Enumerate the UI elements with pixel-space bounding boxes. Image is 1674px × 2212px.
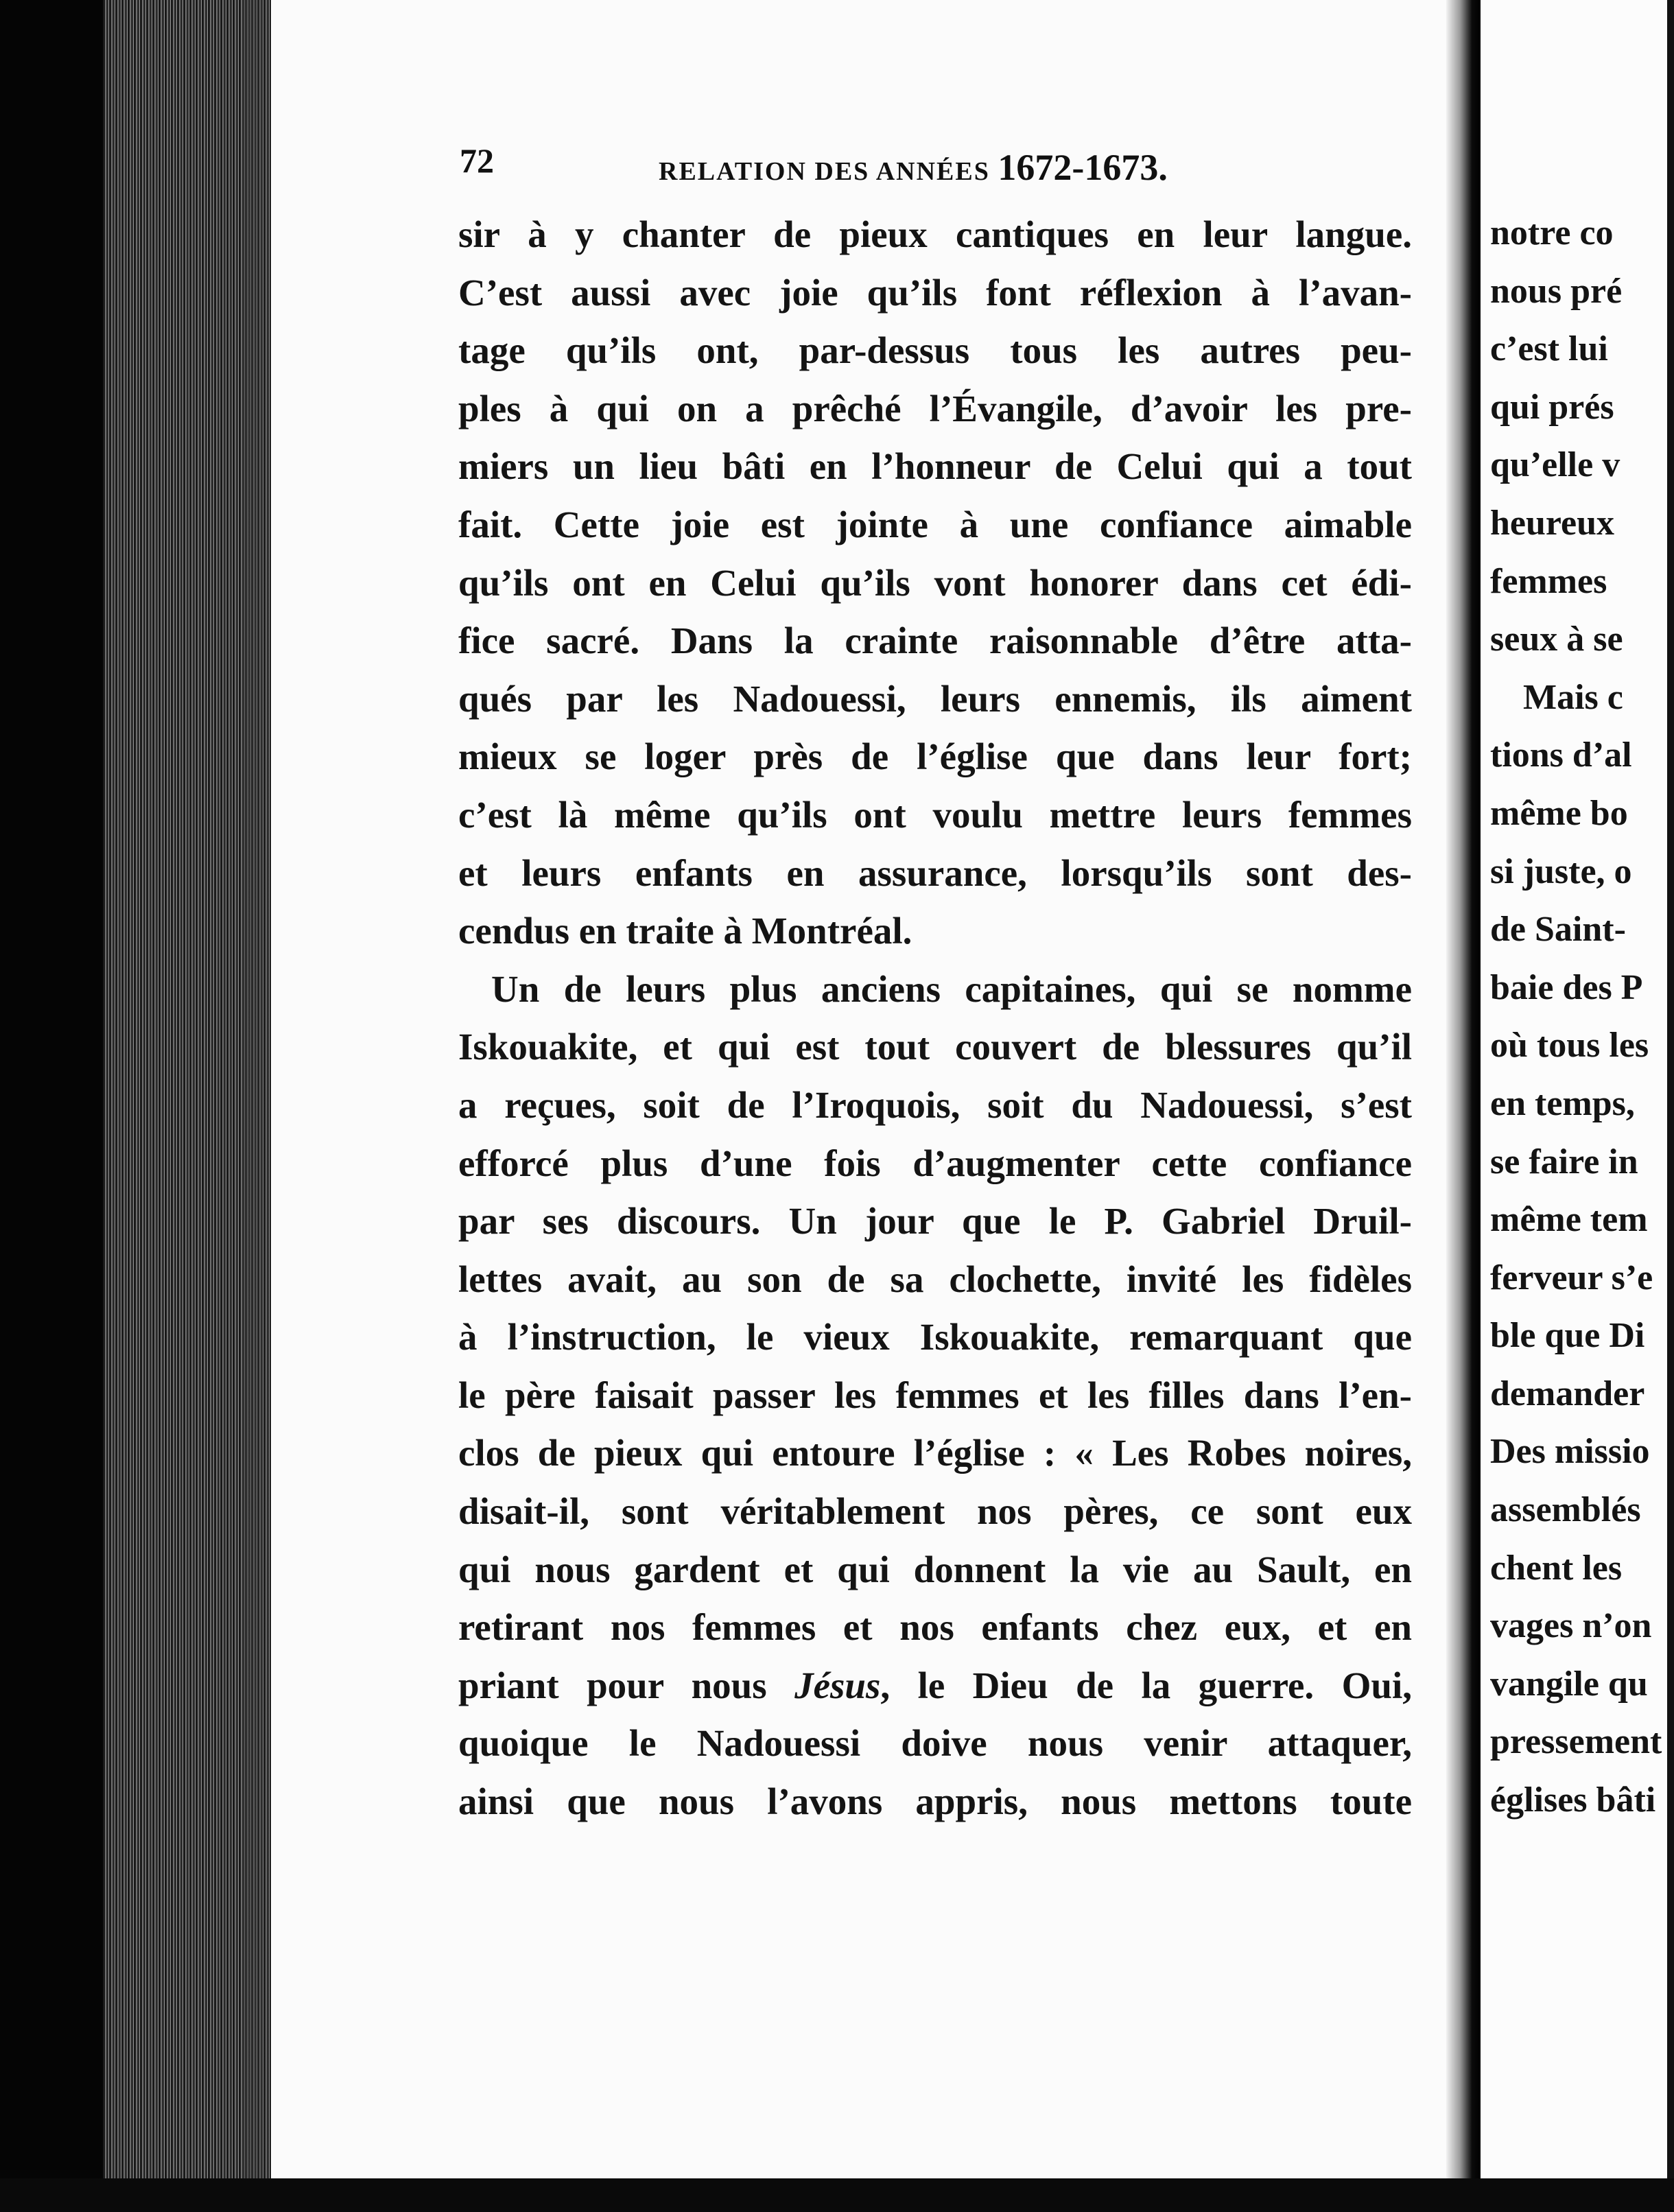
running-title xyxy=(659,146,1168,189)
text-line: lettes avait, au son de sa clochette, invité les fidèles xyxy=(458,1258,1412,1300)
page-header xyxy=(460,141,1413,189)
text-line: le père faisait passer les femmes et les filles dans l’en- xyxy=(458,1374,1412,1416)
text-line: retirant nos femmes et nos enfants chez eux, et en xyxy=(458,1606,1412,1649)
facing-text-line: ferveur s’e xyxy=(1490,1258,1653,1297)
scanner-background xyxy=(0,0,103,2212)
facing-text-line: baie des P xyxy=(1490,967,1643,1007)
text-line: tage qu’ils ont, par-dessus tous les autres peu- xyxy=(458,329,1412,372)
book-gutter xyxy=(1446,0,1481,2178)
text-line: clos de pieux qui entoure l’église : « Les Robes noires, xyxy=(458,1432,1412,1474)
facing-text-line: en temps, xyxy=(1490,1083,1635,1123)
facing-text-line: demander xyxy=(1490,1374,1645,1413)
text-line: fice sacré. Dans la crainte raisonnable d’être atta- xyxy=(458,620,1412,662)
facing-text-line: femmes xyxy=(1490,561,1607,601)
text-line: fait. Cette joie est jointe à une confiance aimable xyxy=(458,503,1412,545)
facing-text-line: de Saint- xyxy=(1490,910,1626,950)
facing-text-line: pressement xyxy=(1490,1722,1662,1762)
facing-text-line: seux à se xyxy=(1490,620,1623,659)
body-text xyxy=(458,206,1412,1831)
text-line: Iskouakite, et qui est tout couvert de blessures qu’il xyxy=(458,1026,1412,1068)
italic-word: Jésus xyxy=(794,1664,881,1706)
running-title-years: 1672-1673. xyxy=(998,147,1168,188)
facing-page-text xyxy=(1490,204,1674,1830)
text-line: mieux se loger près de l’église que dans leur fort; xyxy=(458,736,1412,778)
text-line: ples à qui on a prêché l’Évangile, d’avoir les pre- xyxy=(458,387,1412,430)
facing-text-line: assemblés xyxy=(1490,1490,1641,1530)
book-page-edges xyxy=(103,0,271,2212)
facing-text-line: nous pré xyxy=(1490,271,1623,311)
page-number: 72 xyxy=(460,141,494,180)
text-line: c’est là même qu’ils ont voulu mettre leurs femmes xyxy=(458,793,1412,836)
facing-text-line: qui prés xyxy=(1490,387,1614,427)
facing-text-line: même bo xyxy=(1490,793,1628,833)
facing-text-line: Des missio xyxy=(1490,1432,1650,1472)
text-line: et leurs enfants en assurance, lorsqu’ils sont des- xyxy=(458,851,1412,894)
text-line: à l’instruction, le vieux Iskouakite, remarquant que xyxy=(458,1316,1412,1358)
text-line: miers un lieu bâti en l’honneur de Celui qui a tout xyxy=(458,445,1412,488)
text-line: disait-il, sont véritablement nos pères, ce sont eux xyxy=(458,1490,1412,1533)
facing-text-line: ble que Di xyxy=(1490,1316,1645,1356)
text-line: ainsi que nous l’avons appris, nous mettons toute xyxy=(458,1780,1412,1823)
text-line: qués par les Nadouessi, leurs ennemis, ils aiment xyxy=(458,677,1412,720)
text-line: efforcé plus d’une fois d’augmenter cette confiance xyxy=(458,1142,1412,1184)
text-line: par ses discours. Un jour que le P. Gabriel Druil- xyxy=(458,1200,1412,1243)
text-line: cendus en traite à Montréal. xyxy=(458,910,912,952)
text-line: sir à y chanter de pieux cantiques en leur langue. xyxy=(458,213,1412,255)
facing-text-line: tions d’al xyxy=(1490,736,1632,775)
facing-text-line: c’est lui xyxy=(1490,329,1608,369)
facing-text-line: où tous les xyxy=(1490,1026,1649,1066)
facing-text-line: heureux xyxy=(1490,503,1615,543)
facing-text-line: Mais c xyxy=(1523,677,1623,717)
text-line: C’est aussi avec joie qu’ils font réflexion à l’avan- xyxy=(458,271,1412,314)
text-line: quoique le Nadouessi doive nous venir attaquer, xyxy=(458,1722,1412,1765)
text-line: priant pour nous Jésus, le Dieu de la guerre. Oui, xyxy=(458,1664,1412,1706)
text-line: qui nous gardent et qui donnent la vie au Sault, en xyxy=(458,1548,1412,1590)
text-line: a reçues, soit de l’Iroquois, soit du Nadouessi, s’est xyxy=(458,1083,1412,1126)
facing-text-line: se faire in xyxy=(1490,1142,1638,1181)
facing-text-line: notre co xyxy=(1490,213,1614,252)
facing-text-line: vangile qu xyxy=(1490,1664,1648,1704)
facing-text-line: qu’elle v xyxy=(1490,445,1620,485)
facing-text-line: églises bâti xyxy=(1490,1780,1656,1820)
facing-text-line: si juste, o xyxy=(1490,851,1632,891)
facing-text-line: vages n’on xyxy=(1490,1606,1652,1646)
running-title-text: RELATION DES ANNÉES xyxy=(659,157,990,186)
facing-text-line: chent les xyxy=(1490,1548,1623,1588)
text-line: Un de leurs plus anciens capitaines, qui se nomme xyxy=(491,967,1412,1010)
facing-text-line: même tem xyxy=(1490,1200,1648,1240)
text-line: qu’ils ont en Celui qu’ils vont honorer dans cet édi- xyxy=(458,561,1412,604)
scanner-bottom-edge xyxy=(0,2178,1674,2212)
